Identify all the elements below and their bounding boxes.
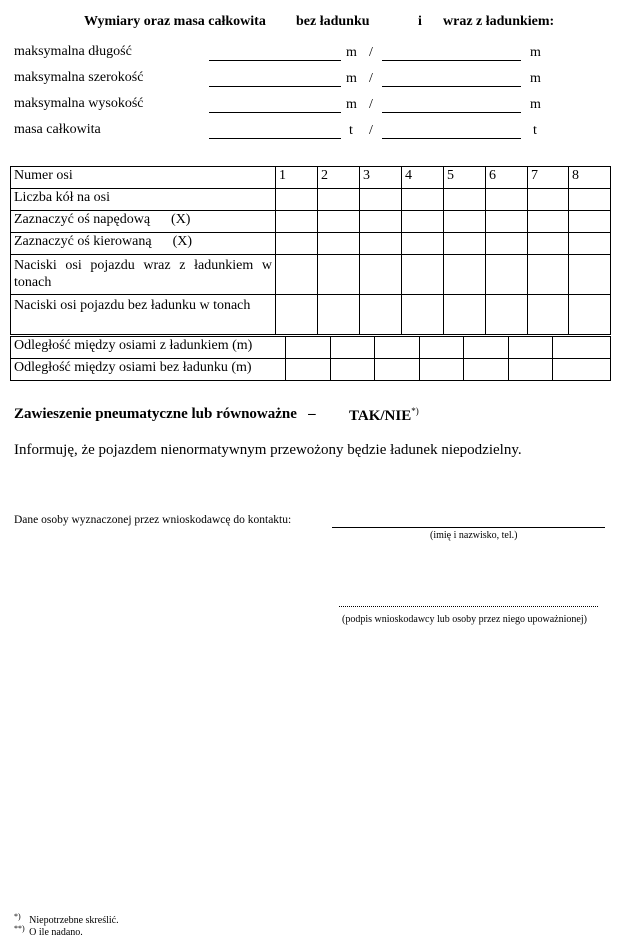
- unit-label: m: [346, 45, 357, 60]
- suspension-answer[interactable]: [349, 406, 419, 425]
- table-cell[interactable]: [569, 255, 611, 295]
- axle-number: 8: [569, 167, 611, 189]
- table-row: [11, 233, 611, 255]
- table-cell[interactable]: [318, 295, 360, 335]
- unit-label: m: [530, 45, 541, 60]
- table-cell[interactable]: [464, 359, 509, 381]
- table-cell[interactable]: [276, 255, 318, 295]
- table-cell[interactable]: [569, 295, 611, 335]
- footnote-text: Niepotrzebne skreślić.: [29, 915, 119, 927]
- contact-label: Dane osoby wyznaczonej przez wnioskodawcę do kontaktu:: [14, 514, 292, 526]
- table-cell[interactable]: [486, 233, 528, 255]
- signature-hint: (podpis wnioskodawcy lub osoby przez niego upoważnionej): [342, 614, 587, 625]
- table-cell[interactable]: [360, 189, 402, 211]
- table-cell[interactable]: [276, 189, 318, 211]
- table-cell[interactable]: [528, 295, 569, 335]
- table-cell[interactable]: [486, 211, 528, 233]
- axle-number: 4: [402, 167, 444, 189]
- footnote-2: [14, 924, 83, 938]
- table-cell[interactable]: [444, 211, 486, 233]
- indivisible-load-statement: Informuję, że pojazdem nienormatywnym przewożony będzie ładunek niepodzielny.: [14, 442, 522, 458]
- table-cell[interactable]: [402, 233, 444, 255]
- row-label-steering-axle: Zaznaczyć oś kierowaną (X): [11, 233, 276, 255]
- slash: /: [369, 97, 373, 112]
- table-cell[interactable]: [276, 211, 318, 233]
- with-load-heading: wraz z ładunkiem:: [443, 14, 555, 29]
- dimension-label: maksymalna wysokość: [14, 96, 144, 111]
- table-cell[interactable]: [360, 211, 402, 233]
- table-cell[interactable]: [509, 337, 553, 359]
- table-cell[interactable]: [444, 255, 486, 295]
- table-cell[interactable]: [402, 211, 444, 233]
- contact-hint: (imię i nazwisko, tel.): [430, 530, 518, 541]
- table-cell[interactable]: [528, 211, 569, 233]
- table-cell[interactable]: [444, 189, 486, 211]
- contact-field[interactable]: [332, 527, 605, 528]
- axle-number: 2: [318, 167, 360, 189]
- row-label-spacing-without-cargo: Odległość między osiami bez ładunku (m): [11, 359, 286, 381]
- suspension-label: Zawieszenie pneumatyczne lub równoważne –: [14, 406, 316, 422]
- footnote-text: O ile nadano.: [29, 927, 83, 939]
- table-cell[interactable]: [464, 337, 509, 359]
- table-row: [11, 255, 611, 295]
- signature-field[interactable]: [339, 606, 598, 607]
- table-cell[interactable]: [375, 359, 420, 381]
- dimension-label: masa całkowita: [14, 122, 101, 137]
- footnote-mark: **): [14, 924, 25, 933]
- table-row: [11, 295, 611, 335]
- table-cell[interactable]: [375, 337, 420, 359]
- unit-label: m: [346, 97, 357, 112]
- unit-label: t: [533, 123, 537, 138]
- footnote-mark: *): [14, 912, 21, 921]
- table-cell[interactable]: [276, 233, 318, 255]
- axle-number: 1: [276, 167, 318, 189]
- table-row: [11, 359, 611, 381]
- table-cell[interactable]: [318, 211, 360, 233]
- axle-number-label: Numer osi: [11, 167, 276, 189]
- axle-number: 6: [486, 167, 528, 189]
- dimension-label: maksymalna długość: [14, 44, 132, 59]
- table-cell[interactable]: [420, 359, 464, 381]
- table-cell[interactable]: [444, 295, 486, 335]
- table-cell[interactable]: [331, 337, 375, 359]
- table-cell[interactable]: [318, 255, 360, 295]
- axle-number: 3: [360, 167, 402, 189]
- slash: /: [369, 123, 373, 138]
- length-with-load-field[interactable]: [382, 60, 521, 61]
- table-cell[interactable]: [360, 255, 402, 295]
- table-cell[interactable]: [402, 189, 444, 211]
- suspension-answer-text: TAK/NIE: [349, 408, 412, 424]
- table-cell[interactable]: [286, 337, 331, 359]
- table-cell[interactable]: [569, 233, 611, 255]
- and-heading: i: [418, 14, 422, 29]
- mass-with-load-field[interactable]: [382, 138, 521, 139]
- table-cell[interactable]: [360, 233, 402, 255]
- axle-number: 7: [528, 167, 569, 189]
- row-label-wheels: Liczba kół na osi: [11, 189, 276, 211]
- table-cell[interactable]: [528, 233, 569, 255]
- table-row: [11, 211, 611, 233]
- mass-without-load-field[interactable]: [209, 138, 341, 139]
- dimensions-title: Wymiary oraz masa całkowita: [84, 14, 266, 29]
- width-with-load-field[interactable]: [382, 86, 521, 87]
- row-label-loads-without-cargo: Naciski osi pojazdu bez ładunku w tonach: [11, 295, 276, 335]
- table-cell[interactable]: [553, 359, 611, 381]
- table-cell[interactable]: [444, 233, 486, 255]
- table-cell[interactable]: [331, 359, 375, 381]
- row-label-drive-axle: Zaznaczyć oś napędową (X): [11, 211, 276, 233]
- axle-header-row: [11, 167, 611, 189]
- length-without-load-field[interactable]: [209, 60, 341, 61]
- slash: /: [369, 45, 373, 60]
- table-cell[interactable]: [486, 189, 528, 211]
- table-row: [11, 337, 611, 359]
- table-cell[interactable]: [402, 255, 444, 295]
- axle-number: 5: [444, 167, 486, 189]
- table-cell[interactable]: [276, 295, 318, 335]
- unit-label: m: [346, 71, 357, 86]
- table-cell[interactable]: [402, 295, 444, 335]
- table-cell[interactable]: [286, 359, 331, 381]
- axle-spacing-table: [10, 336, 611, 381]
- table-cell[interactable]: [486, 255, 528, 295]
- table-cell[interactable]: [569, 211, 611, 233]
- unit-label: t: [349, 123, 353, 138]
- height-with-load-field[interactable]: [382, 112, 521, 113]
- table-cell[interactable]: [509, 359, 553, 381]
- dimensions-heading: [84, 14, 266, 30]
- row-label-spacing-with-cargo: Odległość między osiami z ładunkiem (m): [11, 337, 286, 359]
- dimension-label: maksymalna szerokość: [14, 70, 144, 85]
- width-without-load-field[interactable]: [209, 86, 341, 87]
- unit-label: m: [530, 97, 541, 112]
- axle-table: [10, 166, 611, 335]
- table-cell[interactable]: [569, 189, 611, 211]
- slash: /: [369, 71, 373, 86]
- table-cell[interactable]: [486, 295, 528, 335]
- without-load-heading: bez ładunku: [296, 14, 370, 29]
- row-label-loads-with-cargo: Naciski osi pojazdu wraz z ładunkiem w tonach: [11, 255, 276, 295]
- table-cell[interactable]: [528, 255, 569, 295]
- table-cell[interactable]: [318, 233, 360, 255]
- table-cell[interactable]: [553, 337, 611, 359]
- table-row: [11, 189, 611, 211]
- unit-label: m: [530, 71, 541, 86]
- table-cell[interactable]: [360, 295, 402, 335]
- table-cell[interactable]: [318, 189, 360, 211]
- table-cell[interactable]: [420, 337, 464, 359]
- table-cell[interactable]: [528, 189, 569, 211]
- footnote-mark: *): [411, 406, 419, 416]
- height-without-load-field[interactable]: [209, 112, 341, 113]
